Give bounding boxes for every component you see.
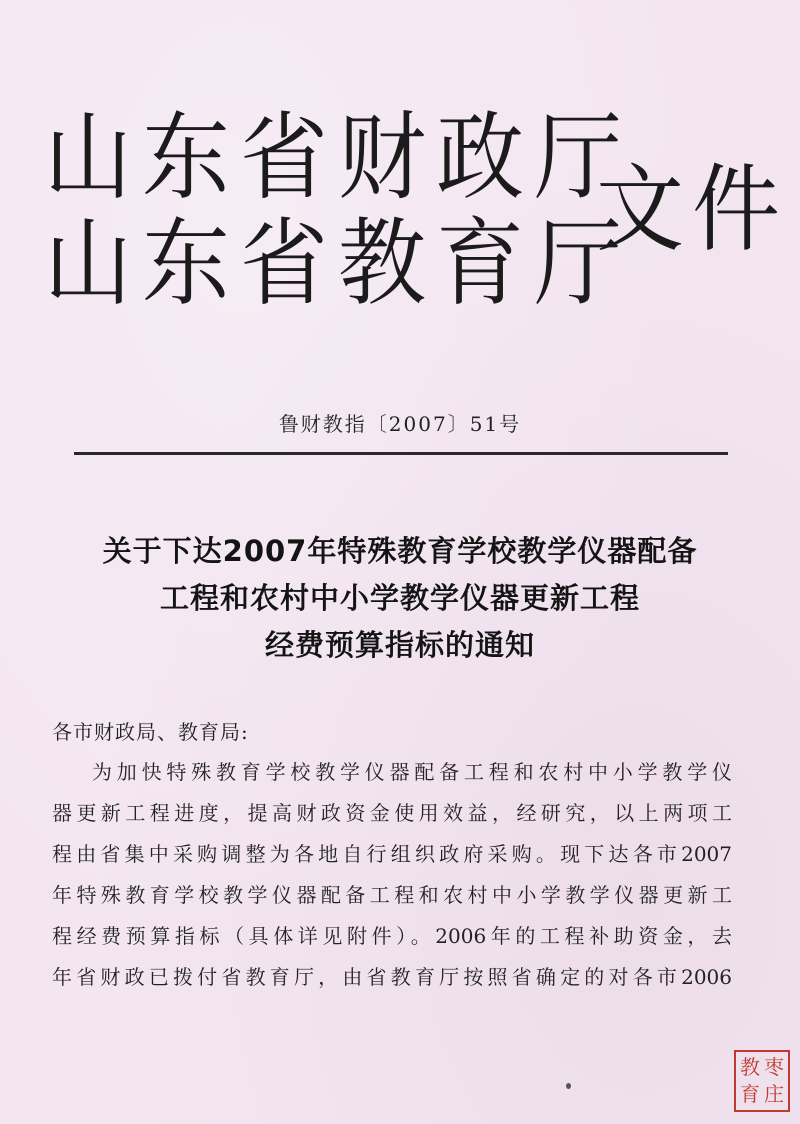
body-line: 程由省集中采购调整为各地自行组织政府采购。现下达各市2007 (52, 842, 732, 866)
body-line: 年省财政已拨付省教育厅，由省教育厅按照省确定的对各市2006 (52, 965, 732, 989)
seal-char: 育 (740, 1082, 760, 1106)
salutation: 各市财政局、教育局: (52, 720, 249, 744)
document-type-label: 文件 (596, 153, 789, 265)
document-title (40, 528, 760, 669)
body-paragraph (52, 752, 732, 998)
body-line: 器更新工程进度，提高财政资金使用效益，经研究，以上两项工 (52, 801, 732, 825)
paper-speck (566, 1083, 571, 1089)
seal-char: 教 (740, 1055, 760, 1079)
document-header (44, 100, 789, 330)
title-line-2: 工程和农村中小学教学仪器更新工程 (159, 581, 640, 615)
title-line-3: 经费预算指标的通知 (264, 628, 535, 662)
seal-char: 庄 (764, 1082, 784, 1106)
issuer-education-dept: 山东省教育厅 (44, 207, 633, 319)
body-line: 年特殊教育学校教学仪器配备工程和农村中小学教学仪器更新工 (52, 883, 732, 907)
official-seal-stamp (734, 1050, 790, 1112)
seal-characters (738, 1054, 786, 1108)
issuer-finance-dept: 山东省财政厅 (44, 101, 633, 213)
body-line: 程经费预算指标（具体详见附件）。2006年的工程补助资金，去 (52, 924, 732, 948)
document-number: 鲁财教指〔2007〕51号 (278, 412, 522, 436)
body-line: 为加快特殊教育学校教学仪器配备工程和农村中小学教学仪 (92, 760, 732, 784)
title-line-1: 关于下达2007年特殊教育学校教学仪器配备 (102, 534, 698, 568)
header-divider (74, 452, 728, 455)
seal-char: 枣 (764, 1055, 784, 1079)
